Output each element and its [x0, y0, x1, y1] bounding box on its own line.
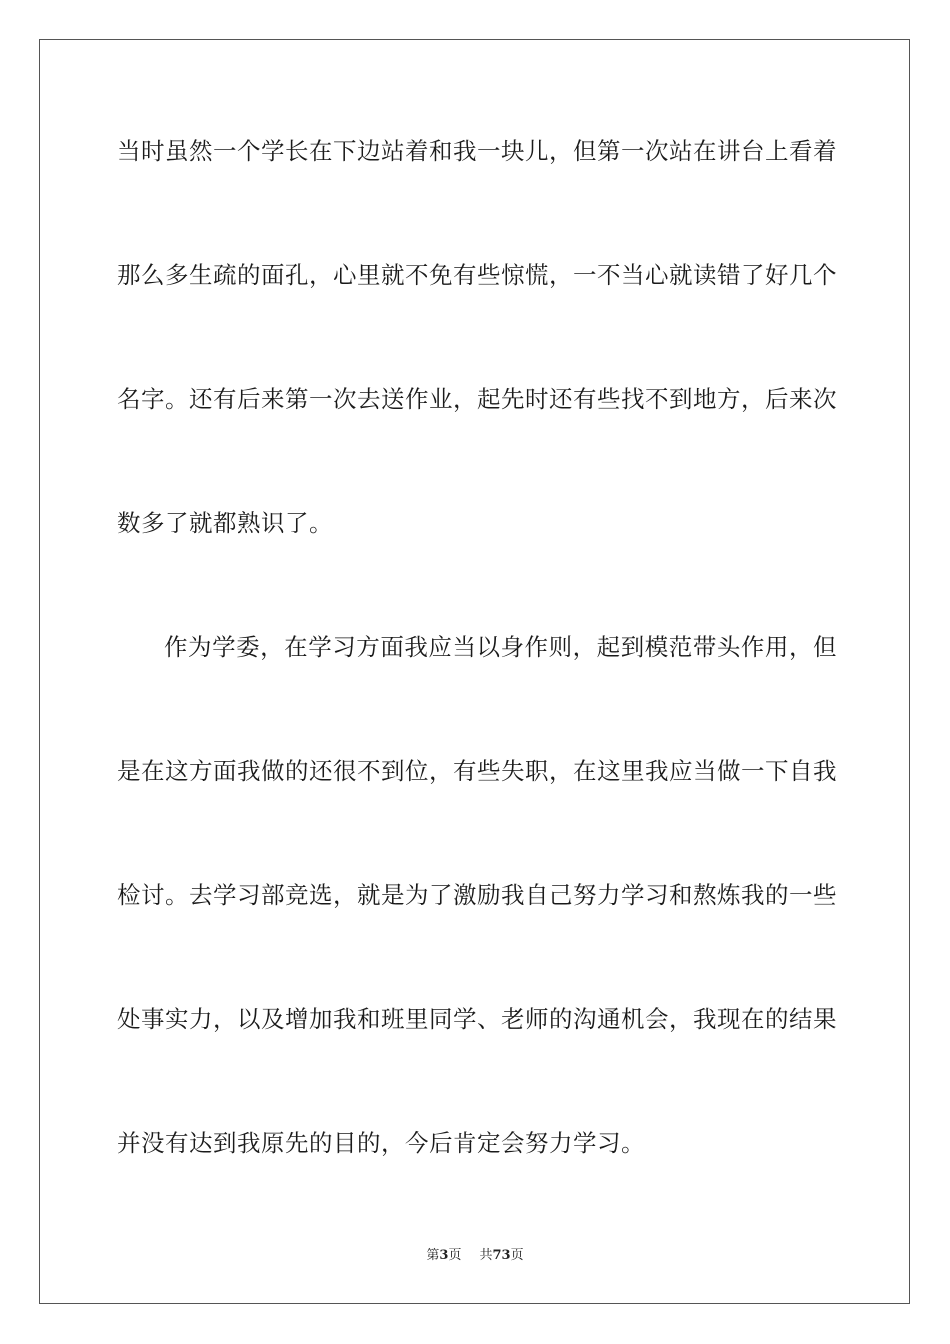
text-line: 当时虽然一个学长在下边站着和我一块儿，但第一次站在讲台上看着	[117, 137, 837, 165]
page-prefix: 第	[426, 1248, 440, 1263]
text-line: 是在这方面我做的还很不到位，有些失职，在这里我应当做一下自我	[117, 757, 837, 785]
text-line: 名字。还有后来第一次去送作业，起先时还有些找不到地方，后来次	[117, 385, 837, 413]
page-suffix: 页	[448, 1248, 462, 1263]
text-line: 检讨。去学习部竞选，就是为了激励我自己努力学习和熬炼我的一些	[117, 881, 837, 909]
text-line: 那么多生疏的面孔，心里就不免有些惊慌，一不当心就读错了好几个	[117, 261, 837, 289]
total-pages: 73	[492, 1248, 511, 1263]
page-number: 3	[439, 1248, 449, 1263]
text-line: 并没有达到我原先的目的，今后肯定会努力学习。	[117, 1129, 645, 1157]
page-border	[39, 39, 910, 1304]
text-line: 处事实力，以及增加我和班里同学、老师的沟通机会，我现在的结果	[117, 1005, 837, 1033]
total-suffix: 页	[510, 1248, 524, 1263]
text-line: 数多了就都熟识了。	[117, 509, 333, 537]
page-footer	[0, 1247, 950, 1265]
paragraph-first-line: 作为学委，在学习方面我应当以身作则，起到模范带头作用，但	[164, 633, 837, 661]
total-prefix: 共	[479, 1248, 493, 1263]
